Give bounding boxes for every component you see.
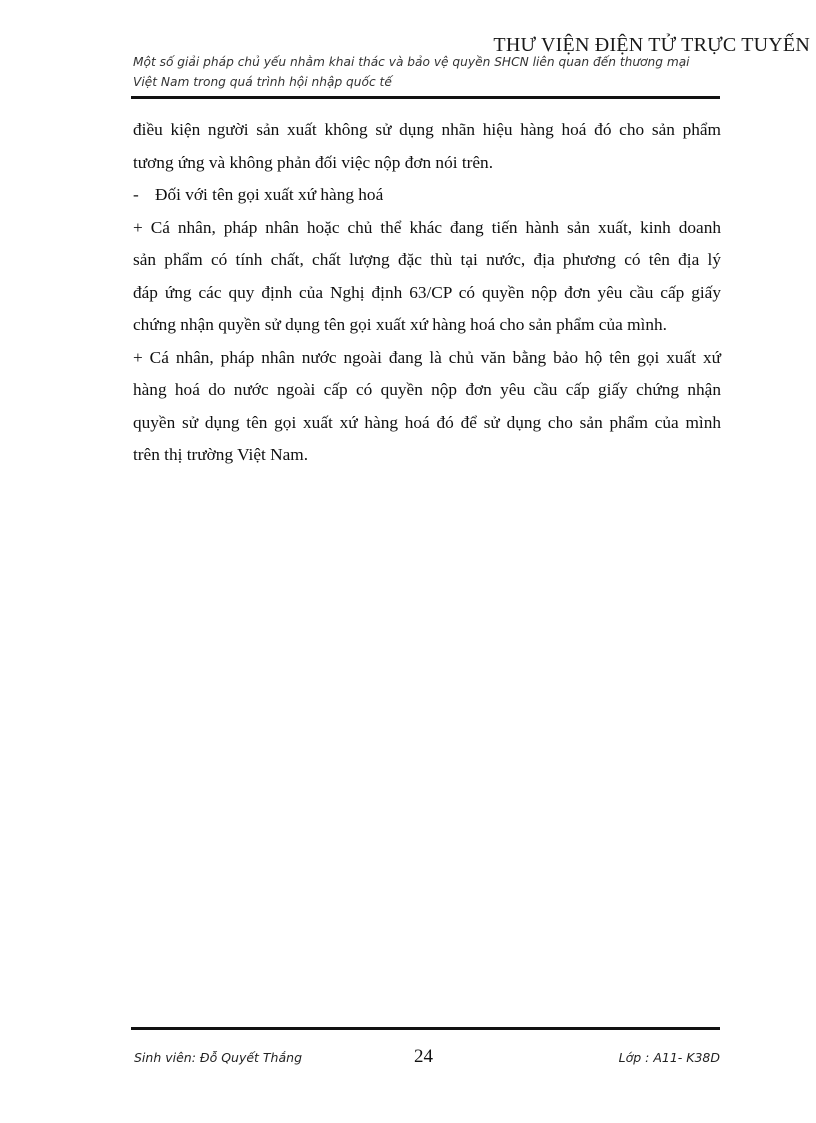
body-line: hàng hoá do nước ngoài cấp có quyền nộp đơn yêu cầu cấp giấy chứng nhận (133, 380, 721, 399)
body-line: quyền sử dụng tên gọi xuất xứ hàng hoá đó để sử dụng cho sản phẩm của mình (133, 412, 721, 432)
document-body (133, 114, 721, 472)
page-header (133, 52, 728, 92)
body-line: + Cá nhân, pháp nhân hoặc chủ thể khác đang tiến hành sản xuất, kinh doanh (133, 217, 721, 237)
body-line: + Cá nhân, pháp nhân nước ngoài đang là chủ văn bằng bảo hộ tên gọi xuất xứ (133, 347, 721, 367)
list-bullet-dash: - (133, 185, 139, 204)
footer-student-name: Sinh viên: Đỗ Quyết Thắng (134, 1050, 302, 1065)
header-divider (131, 96, 720, 99)
watermark-text: THƯ VIỆN ĐIỆN TỬ TRỰC TUYẾN (493, 34, 810, 56)
header-title-line-2: Việt Nam trong quá trình hội nhập quốc tế (133, 75, 392, 89)
list-item-text: Đối với tên gọi xuất xứ hàng hoá (155, 185, 384, 204)
page-footer (131, 1048, 720, 1074)
body-line: tương ứng và không phản đối việc nộp đơn nói trên. (133, 152, 494, 172)
page-number: 24 (414, 1046, 433, 1067)
header-title-line-1: Một số giải pháp chủ yếu nhằm khai thác và bảo vệ quyền SHCN liên quan đến thương mại (133, 55, 690, 69)
body-line: chứng nhận quyền sử dụng tên gọi xuất xứ hàng hoá cho sản phẩm của mình. (133, 315, 667, 334)
footer-divider (131, 1027, 720, 1030)
footer-class: Lớp : A11- K38D (618, 1050, 720, 1065)
list-item (133, 179, 721, 212)
body-line: điều kiện người sản xuất không sử dụng nhãn hiệu hàng hoá đó cho sản phẩm (133, 120, 721, 139)
paragraph-foreign-owners (133, 342, 721, 472)
paragraph-producers (133, 212, 721, 342)
body-line: trên thị trường Việt Nam. (133, 445, 309, 464)
body-line: đáp ứng các quy định của Nghị định 63/CP có quyền nộp đơn yêu cầu cấp giấy (133, 282, 721, 302)
body-line: sản phẩm có tính chất, chất lượng đặc thù tại nước, địa phương có tên địa lý (133, 250, 721, 269)
